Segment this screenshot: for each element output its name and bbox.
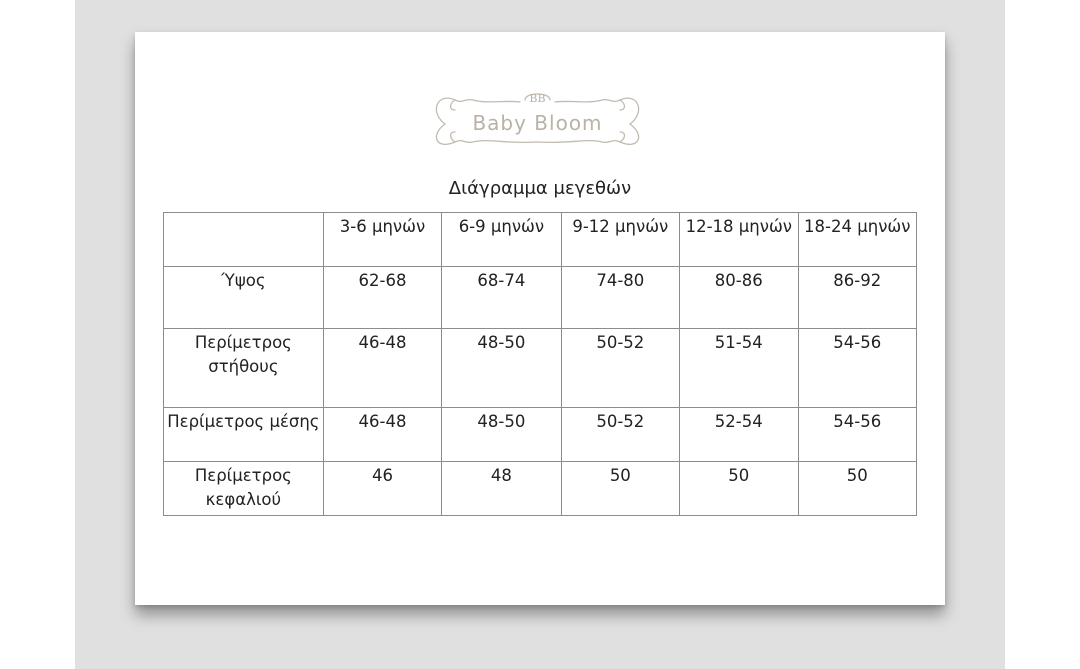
table-cell: 48 — [442, 462, 561, 516]
table-cell: 50 — [798, 462, 916, 516]
row-label: Περίμετρος στήθους — [164, 329, 324, 408]
document-page — [135, 32, 945, 605]
row-label: Ύψος — [164, 267, 324, 329]
header-cell-12-18: 12-18 μηνών — [680, 213, 798, 267]
table-cell: 62-68 — [323, 267, 441, 329]
table-cell: 50-52 — [561, 408, 679, 462]
table-cell: 54-56 — [798, 408, 916, 462]
table-cell: 50-52 — [561, 329, 679, 408]
table-row — [164, 462, 917, 516]
table-row — [164, 267, 917, 329]
table-cell: 46-48 — [323, 408, 441, 462]
row-label: Περίμετρος μέσης — [164, 408, 324, 462]
header-cell-18-24: 18-24 μηνών — [798, 213, 916, 267]
logo-text: Baby Bloom — [472, 111, 603, 135]
table-cell: 52-54 — [680, 408, 798, 462]
header-cell-3-6: 3-6 μηνών — [323, 213, 441, 267]
logo-monogram: BB — [529, 92, 546, 105]
table-cell: 50 — [680, 462, 798, 516]
table-cell: 86-92 — [798, 267, 916, 329]
baby-bloom-logo — [425, 88, 650, 154]
table-cell: 51-54 — [680, 329, 798, 408]
header-cell-empty — [164, 213, 324, 267]
table-cell: 46 — [323, 462, 441, 516]
table-cell: 54-56 — [798, 329, 916, 408]
header-cell-6-9: 6-9 μηνών — [442, 213, 561, 267]
table-header-row — [164, 213, 917, 267]
table-row — [164, 329, 917, 408]
size-chart-title: Διάγραμμα μεγεθών — [448, 178, 632, 199]
header-cell-9-12: 9-12 μηνών — [561, 213, 679, 267]
row-label: Περίμετρος κεφαλιού — [164, 462, 324, 516]
size-chart-table — [163, 212, 917, 516]
table-row — [164, 408, 917, 462]
table-cell: 50 — [561, 462, 679, 516]
table-cell: 74-80 — [561, 267, 679, 329]
table-cell: 68-74 — [442, 267, 561, 329]
table-cell: 48-50 — [442, 408, 561, 462]
table-cell: 48-50 — [442, 329, 561, 408]
table-cell: 46-48 — [323, 329, 441, 408]
table-cell: 80-86 — [680, 267, 798, 329]
